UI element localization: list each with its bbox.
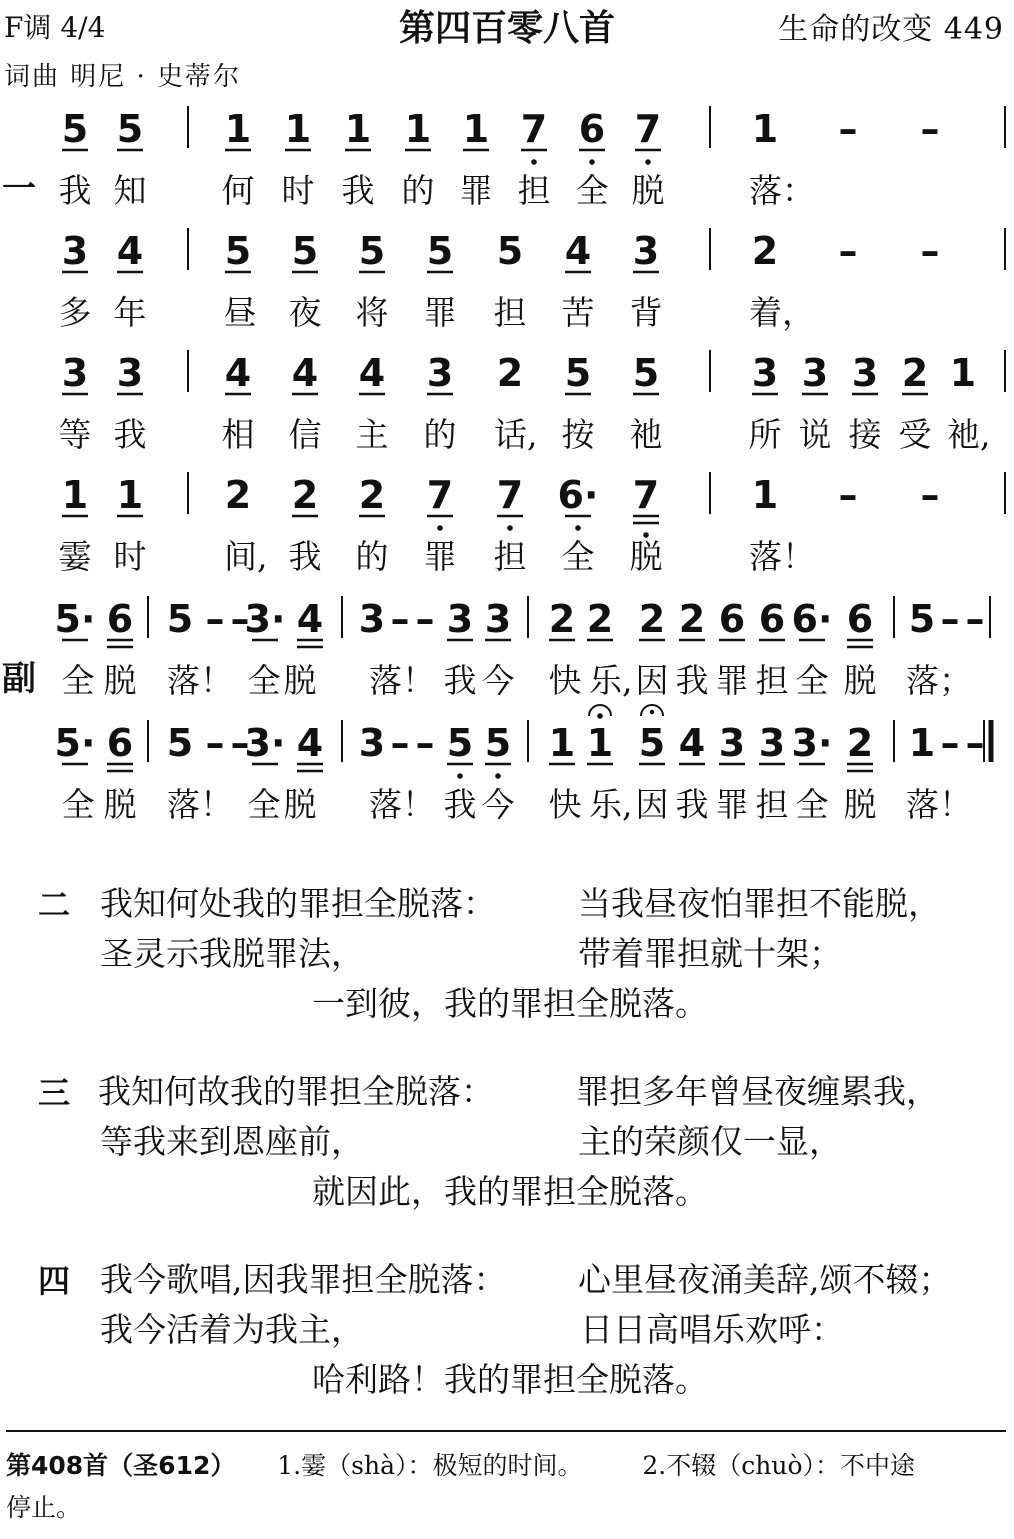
note: 1 [586, 721, 614, 765]
note: 4 [296, 597, 324, 641]
lyric-syllable: 我 [675, 661, 709, 700]
note: 6 [106, 597, 134, 641]
note: 3 [446, 597, 474, 641]
note: 5 [116, 107, 144, 151]
lyric-syllable: 快 [548, 661, 582, 700]
note: 5 [484, 721, 512, 765]
verse-2-number: 二 [38, 886, 71, 924]
note: 2 [751, 229, 779, 273]
lyric-syllable: 落！ [167, 785, 233, 824]
note: 3 [484, 597, 512, 641]
lyric-syllable: 祂, [947, 415, 991, 454]
note: 3 [358, 597, 386, 641]
note: 1 [224, 107, 252, 151]
lyric-syllable: 我 [341, 171, 375, 210]
verse-marker: 副 [2, 659, 36, 699]
note: 5 [166, 597, 194, 641]
lyric-syllable: 脱 [283, 661, 317, 700]
lyric-syllable: 夜 [288, 293, 322, 332]
note: 3 [61, 351, 89, 395]
note: 3 [116, 351, 144, 395]
lyric-syllable: 祂 [629, 415, 663, 454]
lyric-syllable: 主 [355, 415, 389, 454]
lyric-syllable: 落！ [749, 537, 815, 576]
lyric-syllable: 快 [548, 785, 582, 824]
note: 3 [851, 351, 879, 395]
note: 1 [404, 107, 432, 151]
lyric-syllable: 霎 [58, 537, 92, 576]
footnote-note-1: 1.霎（shà）：极短的时间。 [277, 1451, 583, 1480]
note: 5 [426, 229, 454, 273]
note: 6 [106, 721, 134, 765]
verse-2-line-3: 一到彼，我的罪担全脱落。 [312, 984, 708, 1023]
note: 7 [520, 107, 548, 151]
verse-2-line-1a: 我知何处我的罪担全脱落： [100, 884, 496, 923]
note: 5 [166, 721, 194, 765]
lyric-syllable: 的 [401, 171, 435, 210]
note: – [390, 721, 410, 765]
note: 3 [358, 721, 386, 765]
note: 1 [751, 473, 779, 517]
lyric-syllable: 的 [423, 415, 457, 454]
note: 4 [224, 351, 252, 395]
lyric-syllable: 多 [58, 293, 92, 332]
lyric-syllable: 落！ [167, 661, 233, 700]
note: 5 [224, 229, 252, 273]
note: 5 [358, 229, 386, 273]
lyric-syllable: 知 [113, 171, 147, 210]
lyric-syllable: 脱 [103, 661, 137, 700]
note: – [920, 229, 940, 273]
octave-dot-low [437, 525, 443, 531]
lyric-syllable: 相 [221, 415, 255, 454]
verse-3-number: 三 [38, 1074, 71, 1112]
lyric-syllable: 信 [288, 415, 322, 454]
note: 2 [901, 351, 929, 395]
note: 3· [244, 721, 286, 765]
octave-dot-low [645, 159, 651, 165]
verse-3-line-1a: 我知何故我的罪担全脱落： [98, 1072, 494, 1111]
verse-4-line-1b: 心里昼夜涌美辞,颂不辍； [578, 1260, 952, 1299]
note: 1 [908, 721, 936, 765]
lyric-syllable: 罪 [459, 171, 493, 210]
note: 5 [638, 721, 666, 765]
lyric-syllable: 受 [898, 415, 932, 454]
note: 6· [557, 473, 599, 517]
key-signature: F调 4/4 [4, 11, 106, 44]
lyric-syllable: 昼 [223, 293, 257, 332]
note: – [965, 597, 985, 641]
lyric-syllable: 今 [481, 785, 515, 824]
verse-2-line-1b: 当我昼夜怕罪担不能脱， [578, 884, 941, 923]
lyric-syllable: 担 [493, 293, 527, 332]
note: 3 [751, 351, 779, 395]
lyric-syllable: 罪 [423, 537, 457, 576]
lyric-syllable: 我 [58, 171, 92, 210]
lyric-syllable: 所 [748, 415, 782, 454]
lyric-syllable: 我 [288, 537, 322, 576]
note: 7 [634, 107, 662, 151]
lyric-syllable: 我 [113, 415, 147, 454]
lyric-syllable: 乐, [589, 785, 633, 824]
lyric-syllable: 全 [561, 537, 595, 576]
note: 6 [846, 597, 874, 641]
note: 2 [496, 351, 524, 395]
note: 7 [426, 473, 454, 517]
note: – [205, 721, 225, 765]
note: – [230, 721, 250, 765]
note: 3 [758, 721, 786, 765]
lyric-syllable: 落！ [906, 785, 972, 824]
lyric-syllable: 全 [795, 661, 829, 700]
note: 5 [61, 107, 89, 151]
lyric-syllable: 话, [494, 415, 538, 454]
note: 4 [296, 721, 324, 765]
lyric-syllable: 我 [675, 785, 709, 824]
note: 3 [61, 229, 89, 273]
footnote-reference: 第408首（圣612） [6, 1451, 236, 1480]
verse-marker: 一 [2, 169, 36, 209]
note: 2 [586, 597, 614, 641]
note: – [205, 597, 225, 641]
lyric-syllable: 因 [635, 785, 669, 824]
note: 2 [548, 597, 576, 641]
note: 5 [564, 351, 592, 395]
note: 5 [291, 229, 319, 273]
note: 4 [678, 721, 706, 765]
verse-4-line-3: 哈利路！我的罪担全脱落。 [312, 1360, 708, 1399]
lyric-syllable: 脱 [843, 661, 877, 700]
lyric-syllable: 脱 [631, 171, 665, 210]
octave-dot-low [507, 525, 513, 531]
note: – [838, 473, 858, 517]
lyric-syllable: 落； [906, 661, 972, 700]
hymn-category: 生命的改变 449 [778, 12, 1004, 47]
lyric-syllable: 着， [749, 293, 815, 332]
note: – [940, 597, 960, 641]
lyric-syllable: 全 [247, 785, 281, 824]
lyric-syllable: 全 [61, 661, 95, 700]
note: – [390, 597, 410, 641]
footnote-divider [6, 1430, 1006, 1432]
verse-4-line-1a: 我今歌唱,因我罪担全脱落： [100, 1260, 507, 1299]
verse-3-line-3: 就因此，我的罪担全脱落。 [312, 1172, 708, 1211]
note: 2 [846, 721, 874, 765]
note: – [920, 473, 940, 517]
note: 3 [426, 351, 454, 395]
note: 4 [358, 351, 386, 395]
lyric-syllable: 落！ [369, 785, 435, 824]
lyric-syllable: 脱 [103, 785, 137, 824]
note: 2 [678, 597, 706, 641]
verse-3-line-2b: 主的荣颜仅一显， [578, 1122, 842, 1161]
lyric-syllable: 脱 [629, 537, 663, 576]
hymn-credit: 词曲 明尼 · 史蒂尔 [4, 62, 242, 92]
note: – [838, 229, 858, 273]
note: 2 [638, 597, 666, 641]
note: 6 [578, 107, 606, 151]
note: 7 [632, 473, 660, 517]
note: – [965, 721, 985, 765]
octave-dot-low [495, 773, 501, 779]
verse-2-line-2a: 圣灵示我脱罪法， [100, 934, 364, 973]
lyric-syllable: 落！ [369, 661, 435, 700]
note: 5· [54, 597, 96, 641]
note: 2 [358, 473, 386, 517]
note: – [415, 721, 435, 765]
note: 3· [244, 597, 286, 641]
note: – [838, 107, 858, 151]
note: 5 [446, 721, 474, 765]
lyric-syllable: 担 [493, 537, 527, 576]
note: – [230, 597, 250, 641]
lyric-syllable: 时 [113, 537, 147, 576]
lyric-syllable: 背 [629, 293, 663, 332]
verse-3-line-2a: 等我来到恩座前， [100, 1122, 364, 1161]
verse-4-number: 四 [38, 1262, 71, 1300]
note: 5· [54, 721, 96, 765]
lyric-syllable: 按 [561, 415, 595, 454]
note: 4 [116, 229, 144, 273]
note: 3 [718, 721, 746, 765]
octave-dot-low [575, 525, 581, 531]
lyric-syllable: 全 [575, 171, 609, 210]
verse-3-line-1b: 罪担多年曾昼夜缠累我， [576, 1072, 939, 1111]
lyric-syllable: 全 [795, 785, 829, 824]
lyric-syllable: 全 [247, 661, 281, 700]
lyric-syllable: 时 [281, 171, 315, 210]
note: 1 [949, 351, 977, 395]
note: 5 [632, 351, 660, 395]
lyric-syllable: 罪 [715, 661, 749, 700]
note: 1 [548, 721, 576, 765]
octave-dot-low [589, 159, 595, 165]
hymn-title: 第四百零八首 [398, 8, 615, 49]
verse-4-line-2a: 我今活着为我主， [100, 1310, 364, 1349]
lyric-syllable: 等 [58, 415, 92, 454]
lyric-syllable: 今 [481, 661, 515, 700]
lyric-syllable: 接 [848, 415, 882, 454]
footnote-line-2: 停止。 [6, 1493, 82, 1522]
lyric-syllable: 说 [798, 415, 832, 454]
lyric-syllable: 罪 [715, 785, 749, 824]
octave-dot-high [597, 713, 603, 719]
footnote-line-1 [6, 1446, 915, 1482]
note: 1 [751, 107, 779, 151]
lyric-syllable: 脱 [843, 785, 877, 824]
lyric-syllable: 担 [517, 171, 551, 210]
fermata-dot [650, 710, 654, 714]
note: – [940, 721, 960, 765]
lyric-syllable: 间, [224, 537, 268, 576]
note: 3· [791, 721, 833, 765]
lyric-syllable: 全 [61, 785, 95, 824]
note: 6 [758, 597, 786, 641]
octave-dot-low [457, 773, 463, 779]
lyric-syllable: 年 [113, 293, 147, 332]
note: 1 [344, 107, 372, 151]
lyric-syllable: 罪 [423, 293, 457, 332]
verse-2-line-2b: 带着罪担就十架； [578, 934, 842, 973]
note: 1 [61, 473, 89, 517]
note: – [415, 597, 435, 641]
note: 1 [116, 473, 144, 517]
note: 7 [496, 473, 524, 517]
lyric-syllable: 担 [755, 661, 789, 700]
note: 2 [291, 473, 319, 517]
lyric-syllable: 苦 [561, 293, 595, 332]
note: 1 [462, 107, 490, 151]
lyric-syllable: 将 [355, 293, 389, 332]
verse-4-line-2b: 日日高唱乐欢呼： [580, 1310, 844, 1349]
note: 6 [718, 597, 746, 641]
note: 6· [791, 597, 833, 641]
note: 5 [496, 229, 524, 273]
note: 2 [224, 473, 252, 517]
note: 5 [908, 597, 936, 641]
note: 1 [284, 107, 312, 151]
lyric-syllable: 乐, [589, 661, 633, 700]
lyric-syllable: 因 [635, 661, 669, 700]
lyric-syllable: 的 [355, 537, 389, 576]
lyric-syllable: 我 [443, 785, 477, 824]
lyric-syllable: 落： [749, 171, 815, 210]
note: 3 [632, 229, 660, 273]
lyric-syllable: 何 [221, 171, 255, 210]
footnote-note-2: 2.不辍（chuò）：不中途 [642, 1451, 915, 1480]
lyric-syllable: 脱 [283, 785, 317, 824]
octave-dot-low [531, 159, 537, 165]
note: 4 [291, 351, 319, 395]
note: – [920, 107, 940, 151]
lyric-syllable: 担 [755, 785, 789, 824]
note: 4 [564, 229, 592, 273]
lyric-syllable: 我 [443, 661, 477, 700]
note: 3 [801, 351, 829, 395]
